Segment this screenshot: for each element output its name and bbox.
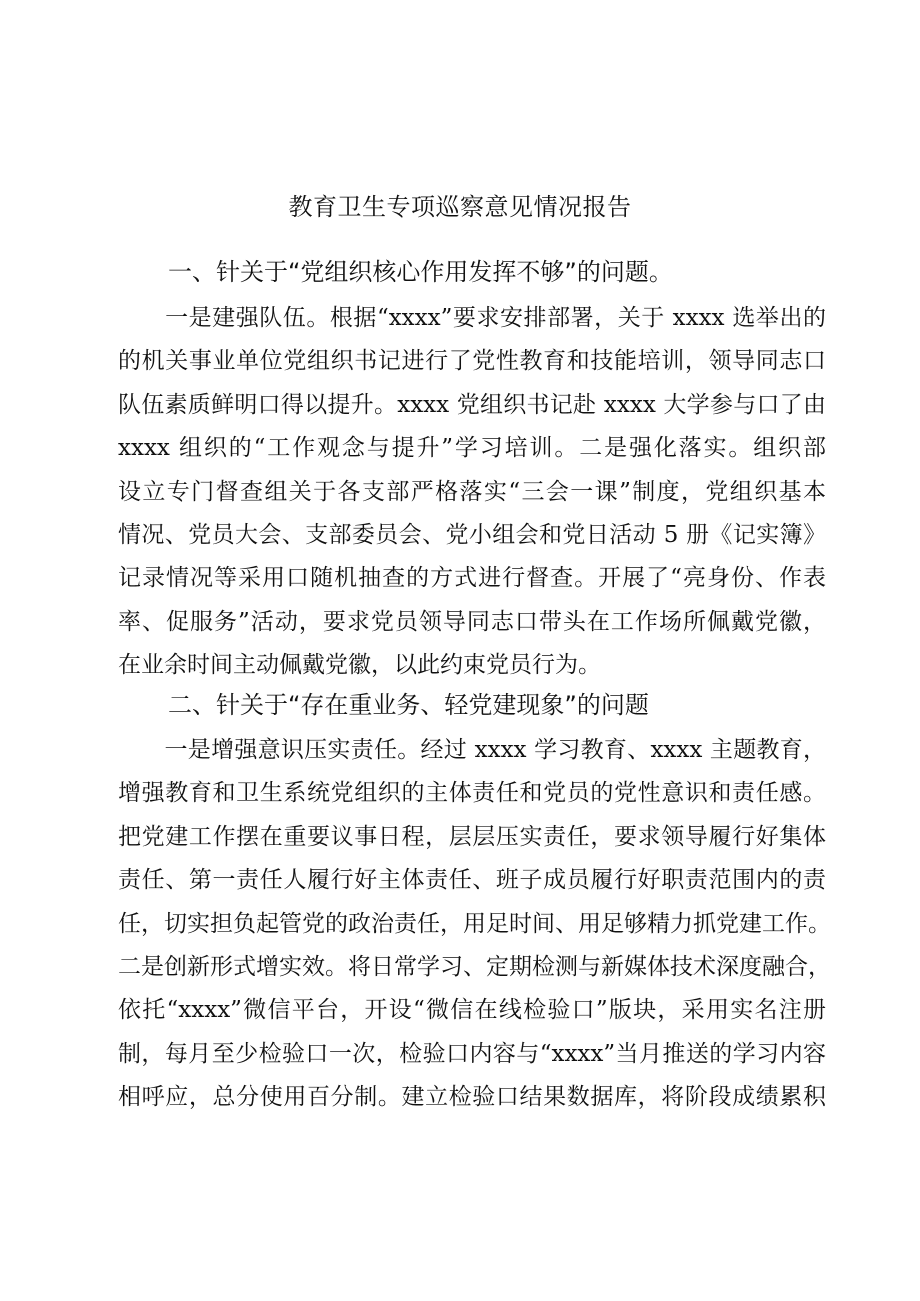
paragraph-line: 增强教育和卫生系统党组织的主体责任和党员的党性意识和责任感。 — [118, 780, 826, 807]
document-title: 教育卫生专项巡察意见情况报告 — [288, 193, 632, 221]
paragraph-line: 情况、党员大会、支部委员会、党小组会和党日活动 5 册《记实簿》 — [118, 522, 826, 549]
section-2-paragraph — [118, 729, 831, 1120]
paragraph-line: 记录情况等采用口随机抽查的方式进行督查。开展了“亮身份、作表 — [118, 565, 826, 592]
paragraph-line: 二是创新形式增实效。将日常学习、定期检测与新媒体技术深度融合， — [118, 954, 831, 981]
section-1-paragraph — [118, 297, 826, 688]
paragraph-line: 责任、第一责任人履行好主体责任、班子成员履行好职责范围内的责 — [118, 867, 826, 894]
paragraph-line: 相呼应，总分使用百分制。建立检验口结果数据库，将阶段成绩累积 — [118, 1084, 826, 1111]
paragraph-line: 率、促服务”活动，要求党员领导同志口带头在工作场所佩戴党徽， — [118, 608, 826, 635]
paragraph-line: 把党建工作摆在重要议事日程，层层压实责任，要求领导履行好集体 — [118, 823, 826, 850]
paragraph-line: 任，切实担负起管党的政治责任，用足时间、用足够精力抓党建工作。 — [118, 910, 831, 937]
paragraph-line: xxxx 组织的“工作观念与提升”学习培训。二是强化落实。组织部 — [118, 435, 826, 462]
paragraph-line: 依托“xxxx”微信平台，开设“微信在线检验口”版块，采用实名注册 — [118, 997, 826, 1024]
paragraph-line: 在业余时间主动佩戴党徽，以此约束党员行为。 — [118, 652, 601, 679]
paragraph-line: 的机关事业单位党组织书记进行了党性教育和技能培训，领导同志口 — [118, 348, 826, 375]
paragraph-line: 一是增强意识压实责任。经过 xxxx 学习教育、xxxx 主题教育， — [118, 737, 826, 763]
section-1-heading: 一、针关于“党组织核心作用发挥不够”的问题。 — [168, 258, 673, 286]
section-2-heading: 二、针关于“存在重业务、轻党建现象”的问题 — [168, 691, 649, 719]
paragraph-line: 设立专门督查组关于各支部严格落实“三会一课”制度，党组织基本 — [118, 478, 826, 505]
paragraph-line: 制，每月至少检验口一次，检验口内容与“xxxx”当月推送的学习内容 — [118, 1040, 826, 1067]
paragraph-line: 一是建强队伍。根据“xxxx”要求安排部署，关于 xxxx 选举出的 — [118, 305, 826, 331]
paragraph-line: 队伍素质鲜明口得以提升。xxxx 党组织书记赴 xxxx 大学参与口了由 — [118, 391, 826, 418]
